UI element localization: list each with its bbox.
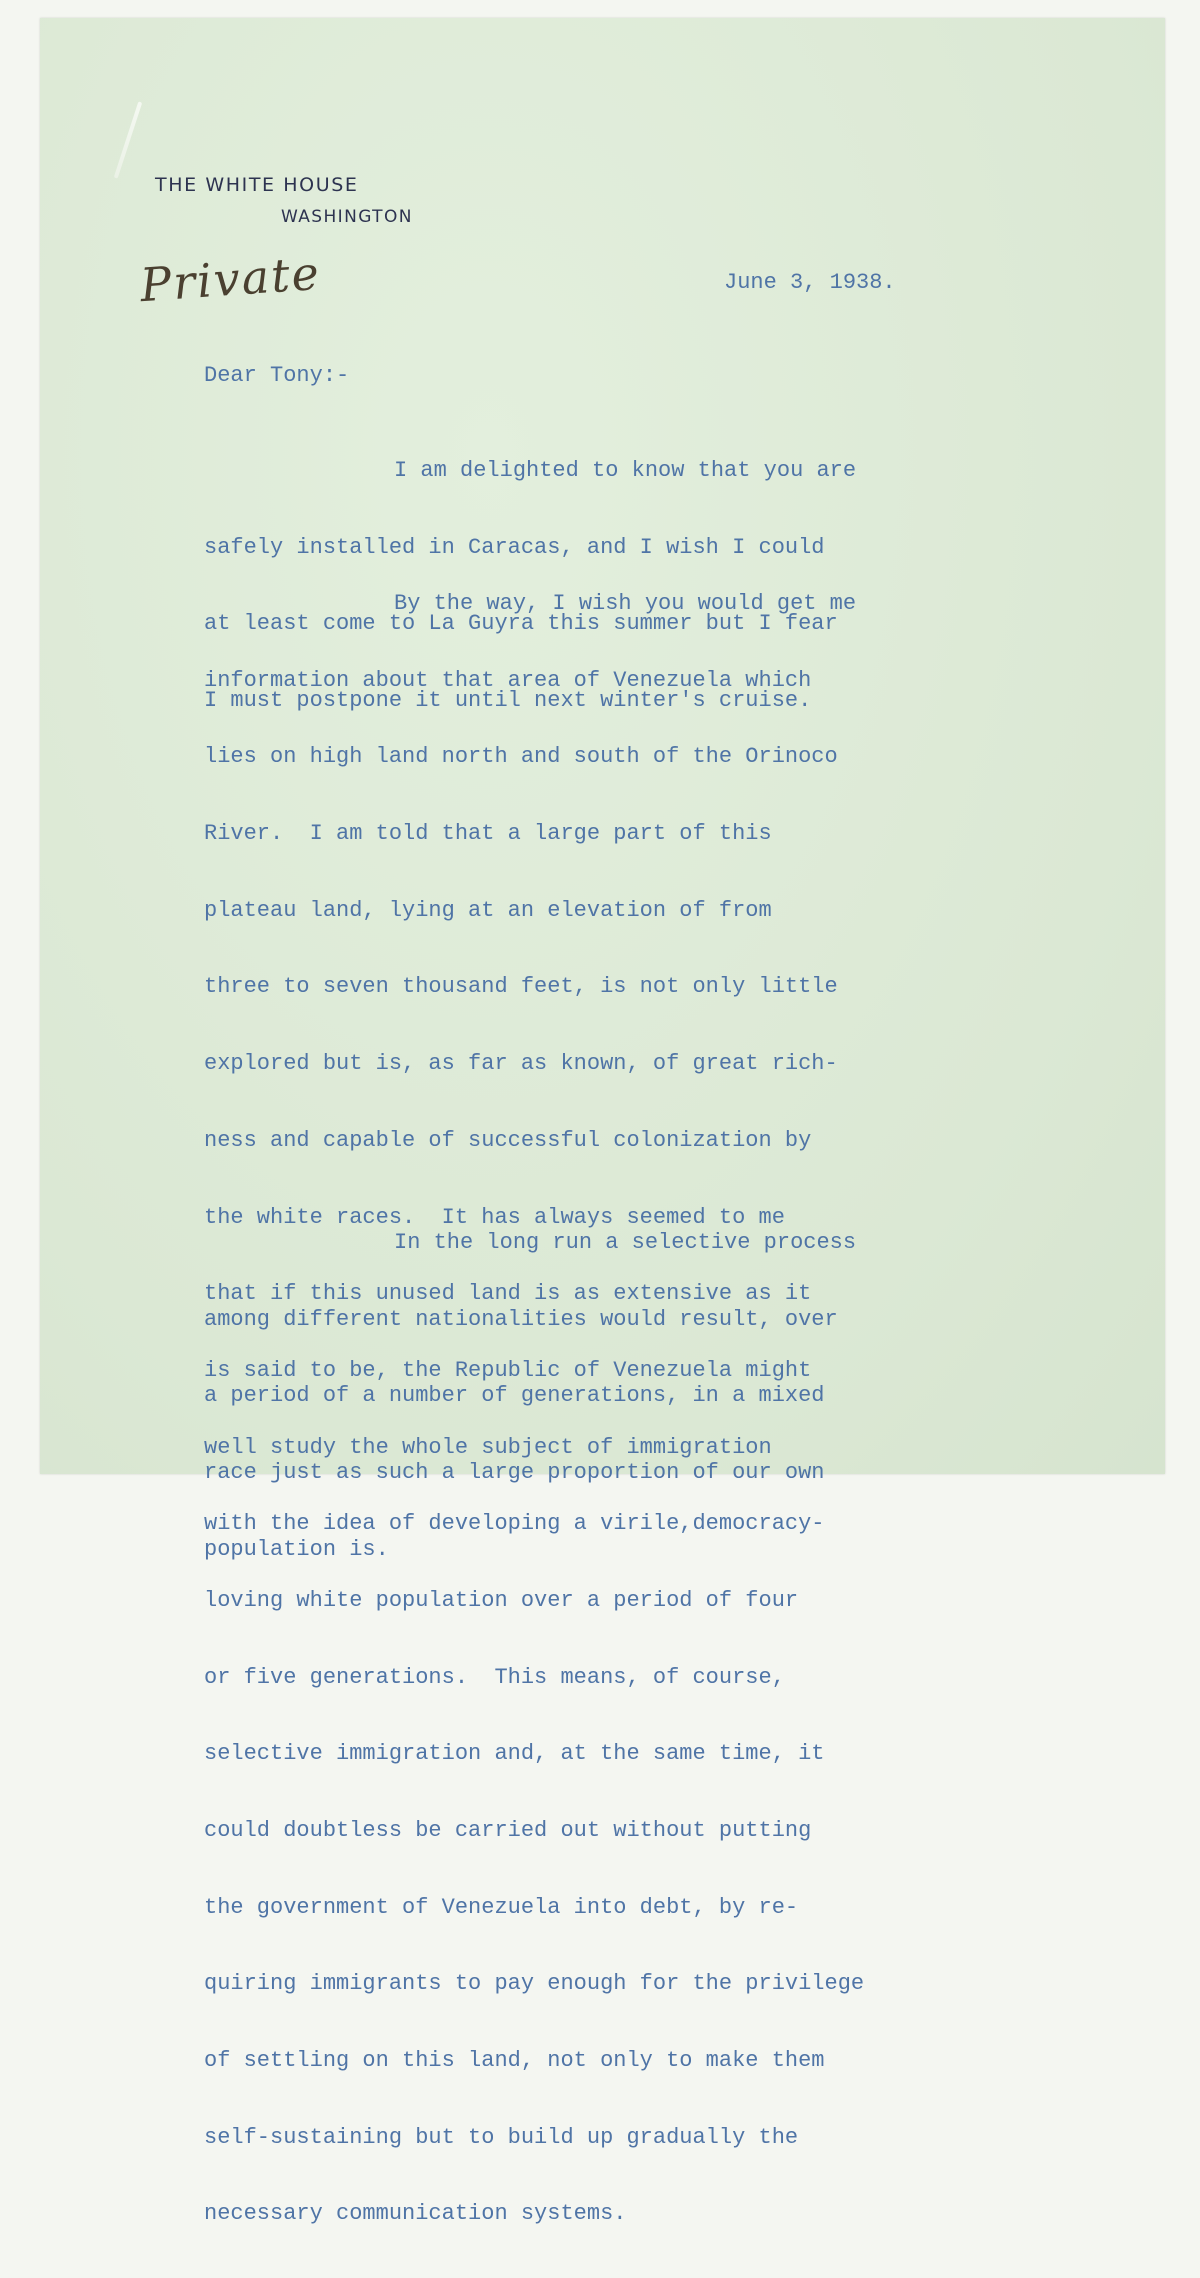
paragraph-line: lies on high land north and south of the Orinoco [204, 744, 838, 770]
paragraph-line: three to seven thousand feet, is not only little [204, 974, 838, 1000]
paragraph-line: the white races. It has always seemed to me [204, 1204, 785, 1230]
paragraph-line: that if this unused land is as extensive as it [204, 1281, 812, 1307]
paragraph-line: selective immigration and, at the same time, it [204, 1741, 825, 1767]
paragraph-line: the government of Venezuela into debt, by re- [204, 1894, 799, 1920]
paragraph-line: By the way, I wish you would get me [394, 591, 857, 616]
paragraph-line: plateau land, lying at an elevation of from [204, 897, 772, 923]
letter-date: June 3, 1938. [724, 270, 896, 295]
paragraph-line: explored but is, as far as known, of great rich- [204, 1051, 838, 1077]
letterhead-city: WASHINGTON [281, 207, 413, 227]
paragraph-line: River. I am told that a large part of this [204, 821, 772, 847]
handwritten-private-note: Private [138, 245, 323, 313]
paragraph-line: at least come to La Guyra this summer but I fear [204, 611, 838, 637]
paragraph-line: a period of a number of generations, in a mixed [204, 1383, 825, 1409]
paragraph-line: safely installed in Caracas, and I wish I could [204, 534, 825, 560]
letter-salutation: Dear Tony:- [204, 363, 350, 388]
paragraph-line: well study the whole subject of immigration [204, 1434, 772, 1460]
paragraph-line: I must postpone it until next winter's cruise. [204, 688, 812, 714]
letter-page [40, 18, 1165, 2227]
paragraph-line: or five generations. This means, of course, [204, 1664, 785, 1690]
paragraph-line: among different nationalities would result, over [204, 1306, 838, 1332]
paragraph-line: is said to be, the Republic of Venezuela might [204, 1357, 812, 1383]
paragraph-3 [204, 1180, 856, 1613]
paragraph-line: loving white population over a period of four [204, 1587, 799, 1613]
paragraph-line: with the idea of developing a virile,democracy- [204, 1511, 825, 1537]
paragraph-line: of settling on this land, not only to make them [204, 2048, 825, 2074]
paragraph-line: could doubtless be carried out without putting [204, 1818, 812, 1843]
paragraph-line: self-sustaining but to build up gradually the [204, 2124, 799, 2150]
paragraph-line: I am delighted to know that you are [394, 458, 857, 483]
paragraph-line: population is. [204, 1536, 389, 1562]
paragraph-line: information about that area of Venezuela which [204, 667, 812, 693]
paragraph-line: necessary communication systems. [204, 2201, 627, 2227]
paragraph-line: quiring immigrants to pay enough for the privilege [204, 1971, 865, 1997]
paper-crease-mark [114, 101, 143, 178]
letterhead-title: THE WHITE HOUSE [155, 174, 359, 196]
paragraph-line: In the long run a selective process [394, 1230, 857, 1255]
paragraph-line: ness and capable of successful colonization by [204, 1127, 812, 1153]
paragraph-line: race just as such a large proportion of our own [204, 1460, 825, 1486]
